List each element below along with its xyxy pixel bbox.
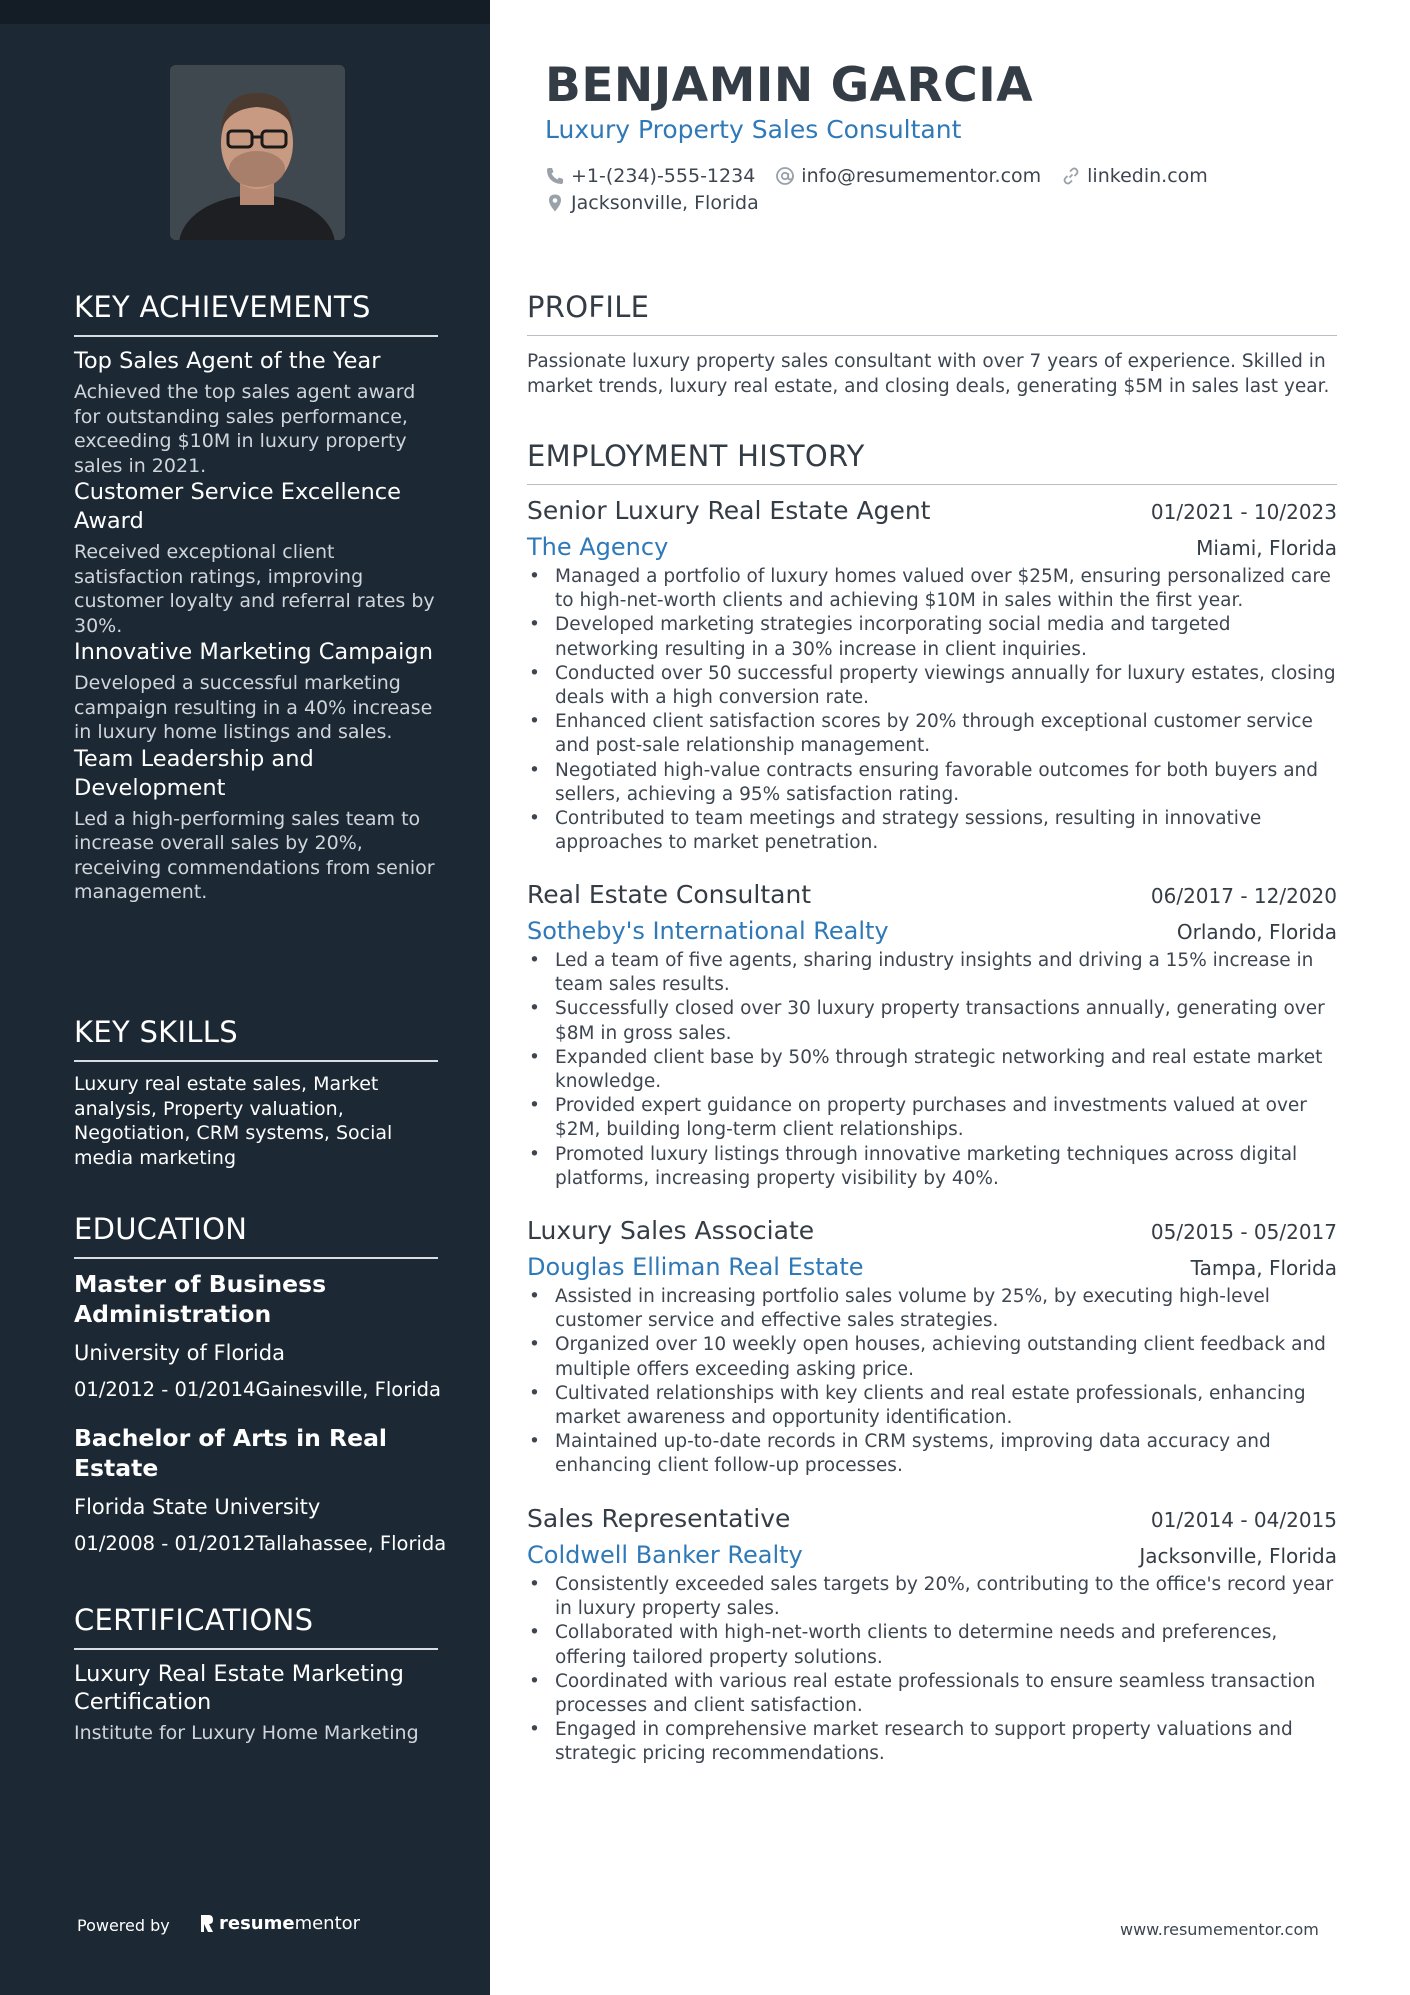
phone-text: +1-(234)-555-1234 [571, 165, 756, 187]
job-bullet: • Promoted luxury listings through innovative marketing techniques across digital platforms, increasing property visibility by 40%. [527, 1143, 1337, 1191]
job-company: Coldwell Banker Realty [527, 1541, 803, 1569]
email-contact[interactable] [775, 165, 1041, 187]
contact-row [545, 165, 1228, 187]
phone-contact[interactable] [545, 165, 755, 187]
job-company-row [527, 533, 1337, 561]
education-dates: 01/2012 - 01/2014 [74, 1378, 256, 1401]
skills-heading: KEY SKILLS [74, 1015, 438, 1062]
phone-icon [545, 166, 565, 186]
achievement-item [74, 478, 438, 638]
job-location: Tampa, Florida [1190, 1256, 1337, 1280]
sidebar-top-bar [0, 0, 490, 24]
certification-item [74, 1660, 438, 1746]
candidate-name: BENJAMIN GARCIA [545, 58, 1034, 113]
education-dates: 01/2008 - 01/2012 [74, 1532, 256, 1555]
job-bullets [527, 1573, 1337, 1767]
profile-section [527, 290, 1337, 399]
job-entry [527, 1216, 1337, 1479]
certifications-heading: CERTIFICATIONS [74, 1603, 438, 1650]
location-pin-icon [545, 193, 565, 213]
education-item [74, 1269, 441, 1403]
job-location: Orlando, Florida [1176, 920, 1337, 944]
job-bullets [527, 949, 1337, 1191]
education-school: Florida State University [74, 1495, 321, 1519]
job-bullet: • Engaged in comprehensive market research to support property valuations and strategic pricing recommendations. [527, 1718, 1337, 1766]
job-bullet: • Negotiated high-value contracts ensuring favorable outcomes for both buyers and sellers, achieving a 95% satisfaction rating. [527, 759, 1337, 807]
employment-section [527, 439, 1337, 485]
brand-name-light: mentor [294, 1913, 361, 1934]
job-location: Miami, Florida [1196, 536, 1337, 560]
job-bullet: • Assisted in increasing portfolio sales volume by 25%, by executing high-level customer service and effective sales strategies. [527, 1285, 1337, 1333]
education-degree: Master of Business Administration [74, 1270, 327, 1328]
job-bullet: • Maintained up-to-date records in CRM systems, improving data accuracy and enhancing client follow-up processes. [527, 1430, 1337, 1478]
location-text: Jacksonville, Florida [571, 192, 759, 214]
job-bullet: • Organized over 10 weekly open houses, achieving outstanding client feedback and multiple offers exceeding asking price. [527, 1333, 1337, 1381]
job-company: Douglas Elliman Real Estate [527, 1253, 864, 1281]
skills-section [74, 1015, 438, 1170]
job-bullet: • Provided expert guidance on property purchases and investments valued at over $2M, building long-term client relationships. [527, 1094, 1337, 1142]
location-contact [545, 192, 759, 214]
job-company-row [527, 1541, 1337, 1569]
achievement-item [74, 745, 438, 905]
education-item [74, 1423, 447, 1557]
brand-name-bold: resume [219, 1913, 295, 1934]
certifications-section [74, 1603, 438, 1746]
achievement-desc: Developed a successful marketing campaign resulting in a 40% increase in luxury home listings and sales. [74, 672, 433, 743]
achievements-section [74, 290, 438, 905]
job-header-row [527, 1216, 1337, 1245]
achievement-desc: Led a high-performing sales team to increase overall sales by 20%, receiving commendations from senior management. [74, 807, 435, 903]
education-meta [74, 1531, 447, 1557]
job-bullet: • Cultivated relationships with key clients and real estate professionals, enhancing market awareness and opportunity identification. [527, 1382, 1337, 1430]
profile-photo [170, 65, 345, 240]
website-link[interactable]: www.resumementor.com [1120, 1920, 1319, 1939]
profile-heading: PROFILE [527, 290, 1337, 336]
linkedin-contact[interactable] [1061, 165, 1208, 187]
job-bullet: • Expanded client base by 50% through strategic networking and real estate market knowledge. [527, 1046, 1337, 1094]
job-bullet: • Collaborated with high-net-worth clients to determine needs and preferences, offering tailored property solutions. [527, 1621, 1337, 1669]
job-header-row [527, 1504, 1337, 1533]
job-location: Jacksonville, Florida [1139, 1544, 1337, 1568]
job-title: Real Estate Consultant [527, 880, 812, 909]
job-title: Senior Luxury Real Estate Agent [527, 496, 931, 525]
job-company: Sotheby's International Realty [527, 917, 889, 945]
job-bullets [527, 565, 1337, 855]
education-section [74, 1212, 447, 1557]
profile-text: Passionate luxury property sales consultant with over 7 years of experience. Skilled in market trends, luxury real estate, and closing deals, generating $5M in sales last year. [527, 351, 1330, 397]
certification-org: Institute for Luxury Home Marketing [74, 1722, 419, 1744]
job-bullets [527, 1285, 1337, 1479]
job-bullet: • Conducted over 50 successful property viewings annually for luxury estates, closing deals with a high conversion rate. [527, 662, 1337, 710]
education-location: Tallahassee, Florida [255, 1532, 447, 1555]
skills-text: Luxury real estate sales, Market analysis, Property valuation, Negotiation, CRM systems, Social media marketing [74, 1073, 393, 1169]
education-meta [74, 1377, 441, 1403]
linkedin-text: linkedin.com [1087, 165, 1208, 187]
job-header-row [527, 496, 1337, 525]
email-text: info@resumementor.com [801, 165, 1042, 187]
education-degree: Bachelor of Arts in Real Estate [74, 1424, 387, 1482]
achievements-heading: KEY ACHIEVEMENTS [74, 290, 438, 337]
location-row [545, 192, 779, 214]
achievement-item [74, 638, 438, 745]
job-title: Sales Representative [527, 1504, 791, 1533]
job-entry [527, 1504, 1337, 1767]
candidate-role: Luxury Property Sales Consultant [545, 115, 962, 144]
education-location: Gainesville, Florida [255, 1378, 441, 1401]
job-bullet: • Developed marketing strategies incorporating social media and targeted networking resulting in a 30% increase in client inquiries. [527, 613, 1337, 661]
job-dates: 06/2017 - 12/2020 [1150, 884, 1337, 908]
job-title: Luxury Sales Associate [527, 1216, 815, 1245]
job-dates: 05/2015 - 05/2017 [1150, 1220, 1337, 1244]
achievement-desc: Achieved the top sales agent award for outstanding sales performance, exceeding $10M in luxury property sales in 2021. [74, 381, 416, 477]
job-company-row [527, 917, 1337, 945]
education-heading: EDUCATION [74, 1212, 438, 1259]
job-bullet: • Enhanced client satisfaction scores by 20% through exceptional customer service and post-sale relationship management. [527, 710, 1337, 758]
employment-heading: EMPLOYMENT HISTORY [527, 439, 1337, 485]
resumementor-logo-icon [200, 1914, 214, 1933]
achievement-title: Customer Service Excellence Award [74, 479, 401, 534]
achievement-title: Top Sales Agent of the Year [74, 348, 381, 374]
job-company-row [527, 1253, 1337, 1281]
certification-name: Luxury Real Estate Marketing Certification [74, 1661, 404, 1715]
brand-logo[interactable] [200, 1913, 360, 1934]
job-bullet: • Coordinated with various real estate professionals to ensure seamless transaction processes and client satisfaction. [527, 1670, 1337, 1718]
achievement-item [74, 347, 438, 478]
achievement-title: Innovative Marketing Campaign [74, 639, 433, 665]
job-bullet: • Consistently exceeded sales targets by 20%, contributing to the office's record year in luxury property sales. [527, 1573, 1337, 1621]
job-bullet: • Contributed to team meetings and strategy sessions, resulting in innovative approaches to market penetration. [527, 807, 1337, 855]
achievement-title: Team Leadership and Development [74, 745, 314, 801]
job-bullet: • Successfully closed over 30 luxury property transactions annually, generating over $8M in gross sales. [527, 997, 1337, 1045]
job-bullet: • Managed a portfolio of luxury homes valued over $25M, ensuring personalized care to high-net-worth clients and achieving $10M in sales within the first year. [527, 565, 1337, 613]
job-entry [527, 880, 1337, 1191]
education-school: University of Florida [74, 1341, 285, 1365]
link-icon [1061, 166, 1081, 186]
at-sign-icon [775, 166, 795, 186]
job-header-row [527, 880, 1337, 909]
powered-by-label: Powered by [77, 1916, 170, 1935]
sidebar [0, 0, 490, 1995]
job-dates: 01/2014 - 04/2015 [1150, 1508, 1337, 1532]
job-company: The Agency [527, 533, 669, 561]
achievement-desc: Received exceptional client satisfaction ratings, improving customer loyalty and referral rates by 30%. [74, 541, 435, 637]
job-bullet: • Led a team of five agents, sharing industry insights and driving a 15% increase in team sales results. [527, 949, 1337, 997]
job-entry [527, 496, 1337, 855]
job-dates: 01/2021 - 10/2023 [1150, 500, 1337, 524]
